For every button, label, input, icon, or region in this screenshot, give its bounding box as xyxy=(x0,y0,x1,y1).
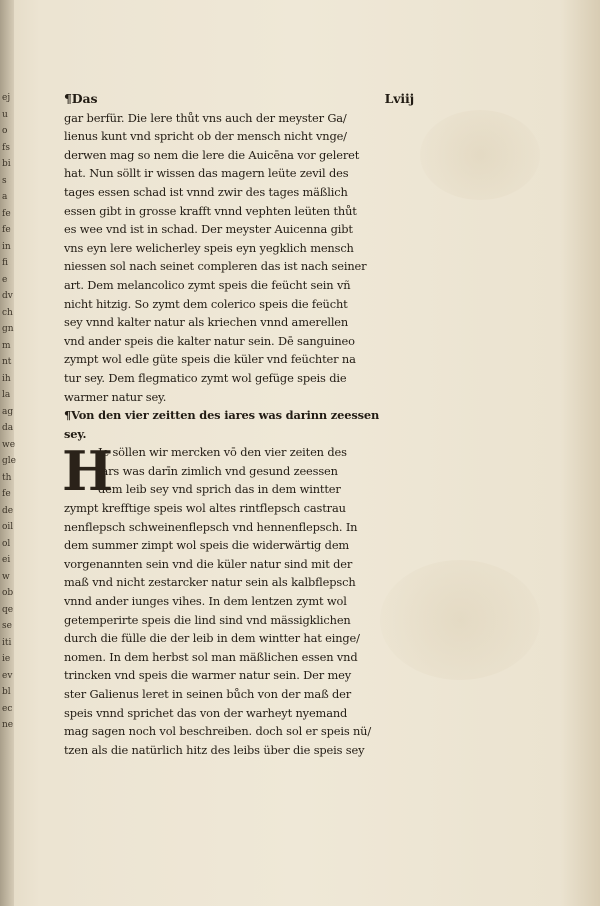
text-line: essen gibt in grosse krafft vnnd vephten leüten thůt xyxy=(64,203,357,218)
bleed-fragment: ih xyxy=(2,373,11,384)
folio-number: Lviij xyxy=(384,91,414,106)
bleed-fragment: ev xyxy=(2,670,13,681)
bleed-fragment: in xyxy=(2,241,11,252)
bleed-fragment: ol xyxy=(2,538,11,549)
bleed-fragment: fi xyxy=(2,258,9,268)
text-line: gar berfür. Die lere thůt vns auch der meyster Ga/ xyxy=(64,110,347,125)
bleed-fragment: da xyxy=(2,423,14,433)
bleed-fragment: ne xyxy=(2,720,14,730)
text-line: art. Dem melancolico zymt speis die feücht sein vñ xyxy=(64,277,351,292)
text-line: nenflepsch schweinenflepsch vnd hennenflepsch. In xyxy=(64,519,358,534)
text-line: derwen mag so nem die lere die Auicēna vor geleret xyxy=(64,147,360,162)
text-line: getemperirte speis die lind sind vnd mässigklichen xyxy=(64,612,351,627)
bleed-fragment: oil xyxy=(2,522,14,532)
text-line: Je söllen wir mercken vō den vier zeiten des xyxy=(98,445,347,460)
text-block xyxy=(64,90,414,759)
bleed-fragment: dv xyxy=(2,291,13,301)
bleed-fragment: la xyxy=(2,390,11,400)
heading-line: sey. xyxy=(64,426,87,441)
text-line: nomen. In dem herbst sol man mäßlichen essen vnd xyxy=(64,649,358,664)
text-line: vns eyn lere welicherley speis eyn yegklich mensch xyxy=(64,240,354,255)
catchword: ¶Das xyxy=(64,91,98,106)
bleed-fragment: ag xyxy=(2,406,14,417)
bleed-fragment: ec xyxy=(2,703,13,714)
bleed-fragment: ob xyxy=(2,588,14,598)
bleed-fragment: we xyxy=(2,439,16,450)
text-line: nicht hitzig. So zymt dem colerico speis die feücht xyxy=(64,296,348,311)
bleed-fragment: ej xyxy=(2,93,11,103)
bleed-fragment: fe xyxy=(2,208,11,219)
text-line: iars was darīn zimlich vnd gesund zeessen xyxy=(98,463,338,478)
text-line: vnd ander speis die kalter natur sein. Dē sanguineo xyxy=(64,333,355,348)
text-line: zympt krefftige speis wol altes rintflepsch castrau xyxy=(64,501,346,516)
bleed-fragment: bl xyxy=(2,687,11,697)
text-line: trincken vnd speis die warmer natur sein. Der mey xyxy=(64,668,352,683)
bleed-fragment: de xyxy=(2,505,14,516)
bleed-fragment: fe xyxy=(2,225,11,235)
paragraph-2 xyxy=(62,439,414,759)
bleed-fragment: qe xyxy=(2,604,14,615)
bleed-fragment: iti xyxy=(2,637,12,648)
section-heading xyxy=(64,406,414,443)
bleed-fragment: e xyxy=(2,274,8,285)
bleed-fragment: ch xyxy=(2,307,13,318)
text-line: hat. Nun söllt ir wissen das magern leüte zevil des xyxy=(64,166,349,181)
bleed-fragment: th xyxy=(2,472,12,483)
text-line: speis vnnd sprichet das von der warheyt nyemand xyxy=(64,705,348,720)
text-line: zympt wol edle güte speis die küler vnd feüchter na xyxy=(64,352,356,367)
bleed-fragment: m xyxy=(2,340,11,351)
bleed-fragment: s xyxy=(2,175,7,186)
bleed-fragment: bi xyxy=(2,159,11,169)
text-line: niessen sol nach seinet compleren das ist nach seiner xyxy=(64,259,367,274)
bleed-fragment: nt xyxy=(2,357,12,367)
text-line: tages essen schad ist vnnd zwir des tages mäßlich xyxy=(64,184,348,199)
paper-stain xyxy=(420,110,540,200)
running-header xyxy=(64,90,414,109)
bleed-fragment: ei xyxy=(2,555,11,565)
bleed-fragment: gn xyxy=(2,324,14,334)
bleed-fragment: w xyxy=(2,571,10,582)
text-line: warmer natur sey. xyxy=(64,389,167,404)
text-line: ster Galienus leret in seinen bůch von der maß der xyxy=(64,687,352,701)
bleed-fragment: a xyxy=(2,192,8,202)
text-line: tzen als die natürlich hitz des leibs über die speis sey xyxy=(64,742,365,757)
text-line: sey vnnd kalter natur als kriechen vnnd amerellen xyxy=(64,315,349,330)
text-line: vorgenannten sein vnd die küler natur sind mit der xyxy=(64,556,353,571)
text-line: maß vnd nicht zestarcker natur sein als kalbflepsch xyxy=(64,575,356,590)
paragraph-1 xyxy=(64,109,414,407)
text-line: mag sagen noch vol beschreiben. doch sol er speis nü/ xyxy=(64,724,372,739)
heading-line: ¶Von den vier zeitten des iares was darinn zeessen xyxy=(64,408,380,423)
bleed-fragment: u xyxy=(2,109,8,120)
facing-page-bleed xyxy=(2,90,16,730)
bleed-fragment: fs xyxy=(2,142,10,153)
text-line: durch die fülle die der leib in dem wintter hat einge/ xyxy=(64,631,360,646)
text-line: dem summer zimpt wol speis die widerwärtig dem xyxy=(64,538,350,553)
bleed-fragment: se xyxy=(2,621,12,631)
text-line: lienus kunt vnd spricht ob der mensch nicht vnge/ xyxy=(64,129,347,144)
bleed-fragment: o xyxy=(2,126,8,136)
text-line: dem leib sey vnd sprich das in dem wintter xyxy=(98,482,341,497)
decorated-initial: H xyxy=(62,439,114,504)
text-line: tur sey. Dem flegmatico zymt wol gefüge speis die xyxy=(64,370,347,385)
bleed-fragment: fe xyxy=(2,489,11,499)
text-line: es wee vnd ist in schad. Der meyster Auicenna gibt xyxy=(64,222,353,237)
bleed-fragment: gle xyxy=(2,456,16,466)
bleed-fragment: ie xyxy=(2,654,11,664)
text-line: vnnd ander iunges vihes. In dem lentzen zymt wol xyxy=(64,594,347,609)
